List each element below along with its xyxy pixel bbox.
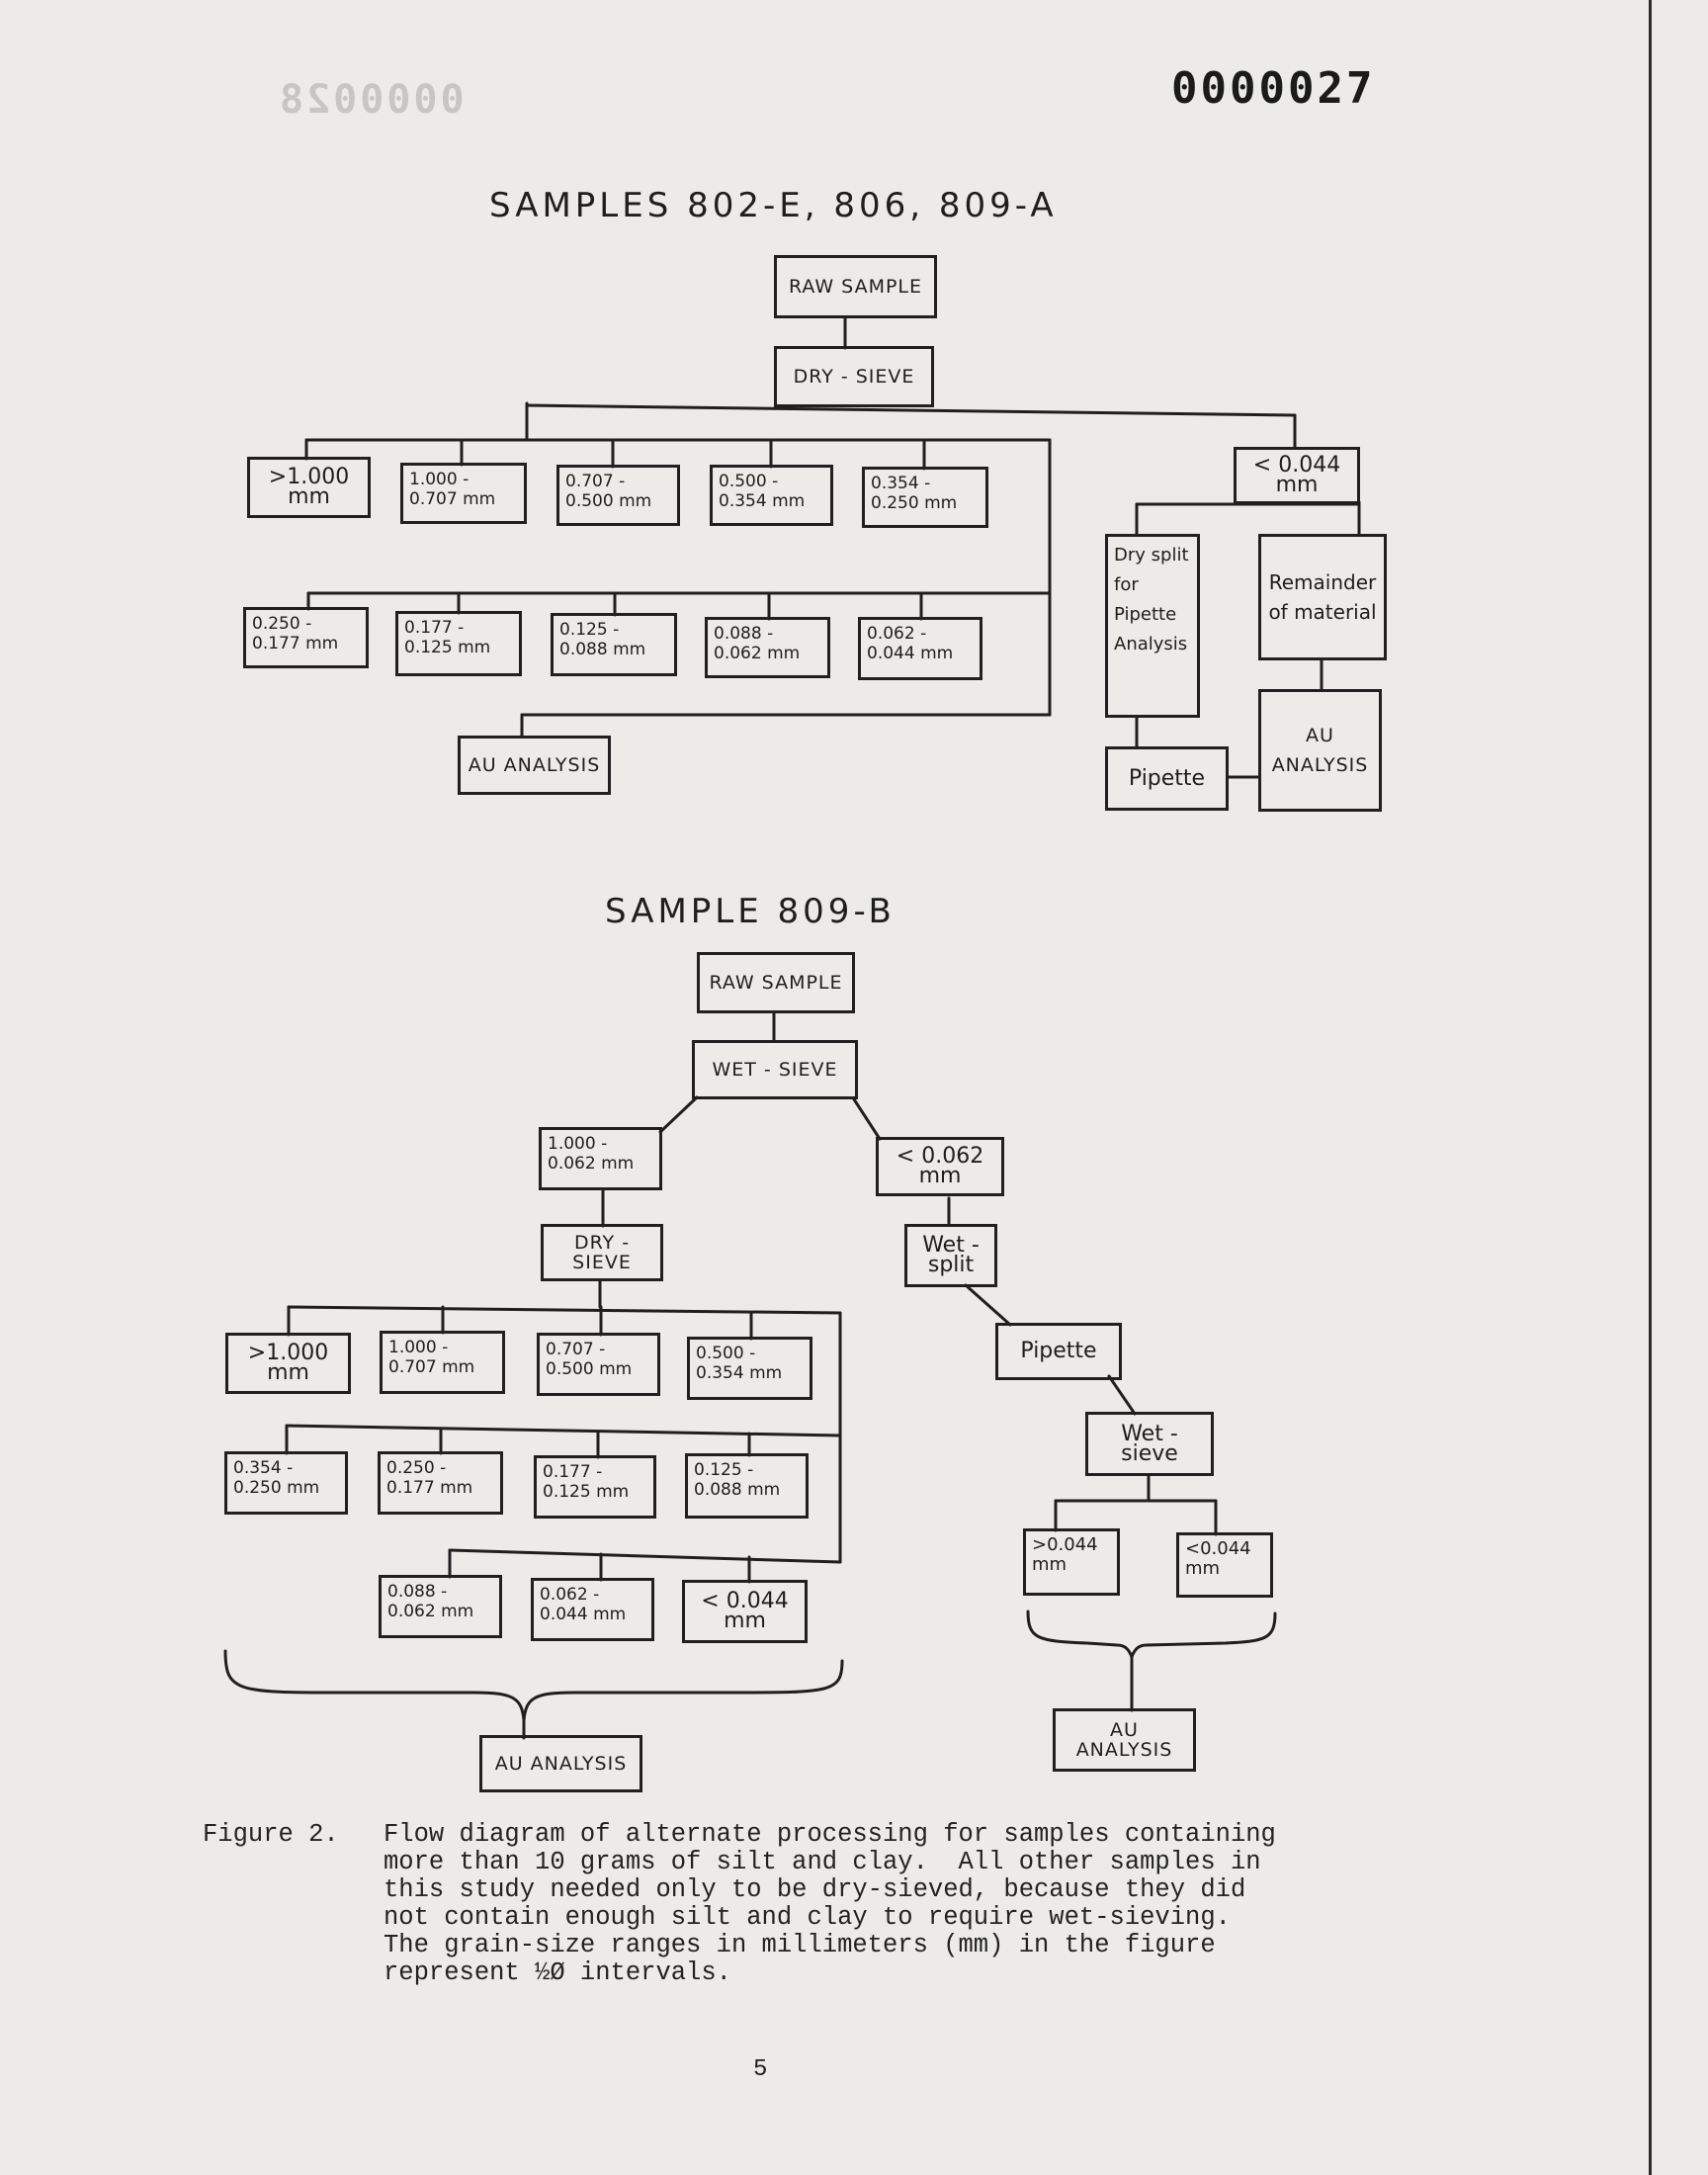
caption-line: more than 10 grams of silt and clay. All other samples in — [384, 1848, 1261, 1876]
folio-number: 5 — [753, 2056, 768, 2083]
top-size-box-1: >1.000 mm — [247, 457, 371, 518]
caption-line: Flow diagram of alternate processing for samples containing — [384, 1820, 1276, 1849]
top-size-box-5: 0.354 - 0.250 mm — [862, 467, 988, 528]
bottom-wet-split-box: Wet - split — [904, 1224, 997, 1287]
bottom-split-coarse-box: >0.044 mm — [1023, 1528, 1120, 1596]
bottom-size-box-9: 0.088 - 0.062 mm — [379, 1575, 502, 1638]
caption-line: this study needed only to be dry-sieved, because they did — [384, 1875, 1246, 1904]
bottom-au-analysis-right-box: AU ANALYSIS — [1053, 1708, 1196, 1772]
bottom-au-analysis-left-box: AU ANALYSIS — [479, 1735, 642, 1792]
top-dry-sieve-box: DRY - SIEVE — [774, 346, 934, 407]
top-size-box-10: 0.062 - 0.044 mm — [858, 617, 982, 680]
top-size-box-3: 0.707 - 0.500 mm — [556, 465, 680, 526]
diagram-title-top: SAMPLES 802-E, 806, 809-A — [489, 186, 1058, 225]
bottom-split-fine-box: <0.044 mm — [1176, 1532, 1273, 1598]
top-au-analysis-right-box: AU ANALYSIS — [1258, 689, 1382, 812]
bottom-size-box-6: 0.250 - 0.177 mm — [378, 1451, 503, 1515]
top-raw-sample-box: RAW SAMPLE — [774, 255, 937, 318]
caption-line: represent ½Ø intervals. — [384, 1958, 731, 1987]
bottom-size-box-7: 0.177 - 0.125 mm — [534, 1455, 656, 1519]
caption-line: not contain enough silt and clay to require wet-sieving. — [384, 1903, 1231, 1932]
bottom-size-box-1: >1.000 mm — [225, 1333, 351, 1394]
top-pipette-box: Pipette — [1105, 746, 1229, 811]
top-size-box-7: 0.177 - 0.125 mm — [395, 611, 522, 676]
bottom-wet-sieve-box: WET - SIEVE — [692, 1040, 858, 1099]
caption-text — [384, 1821, 1599, 1987]
bottom-size-box-10: 0.062 - 0.044 mm — [531, 1578, 654, 1641]
bottom-size-box-3: 0.707 - 0.500 mm — [537, 1333, 660, 1396]
top-size-box-4: 0.500 - 0.354 mm — [710, 465, 833, 526]
top-dry-split-box: Dry split for Pipette Analysis — [1105, 534, 1200, 718]
bottom-wet-sieve-2-box: Wet - sieve — [1085, 1412, 1214, 1476]
bleed-through-page-number: 0000028 — [277, 77, 465, 123]
bottom-dry-sieve-box: DRY - SIEVE — [541, 1224, 663, 1281]
top-size-box-9: 0.088 - 0.062 mm — [705, 617, 830, 678]
bottom-raw-sample-box: RAW SAMPLE — [697, 952, 855, 1013]
top-size-box-8: 0.125 - 0.088 mm — [551, 613, 677, 676]
top-au-analysis-left-box: AU ANALYSIS — [458, 736, 611, 795]
top-fine-fraction-box: < 0.044 mm — [1234, 447, 1360, 504]
top-size-box-2: 1.000 - 0.707 mm — [400, 463, 527, 524]
bottom-size-box-2: 1.000 - 0.707 mm — [380, 1331, 505, 1394]
top-remainder-box: Remainder of material — [1258, 534, 1387, 660]
bottom-size-box-5: 0.354 - 0.250 mm — [224, 1451, 348, 1515]
bottom-size-box-11: < 0.044 mm — [682, 1580, 808, 1643]
page-number: 0000027 — [1171, 63, 1376, 114]
top-size-box-6: 0.250 - 0.177 mm — [243, 607, 369, 668]
bottom-size-box-4: 0.500 - 0.354 mm — [687, 1337, 812, 1400]
bottom-size-box-8: 0.125 - 0.088 mm — [685, 1453, 809, 1519]
bottom-coarse-fraction-box: 1.000 - 0.062 mm — [539, 1127, 662, 1190]
diagram-title-bottom: SAMPLE 809-B — [605, 892, 896, 931]
bottom-fine-fraction-box: < 0.062 mm — [876, 1137, 1004, 1196]
caption-line: The grain-size ranges in millimeters (mm) in the figure — [384, 1931, 1216, 1959]
bottom-pipette-box: Pipette — [995, 1323, 1122, 1380]
figure-label: Figure 2. — [203, 1820, 339, 1849]
